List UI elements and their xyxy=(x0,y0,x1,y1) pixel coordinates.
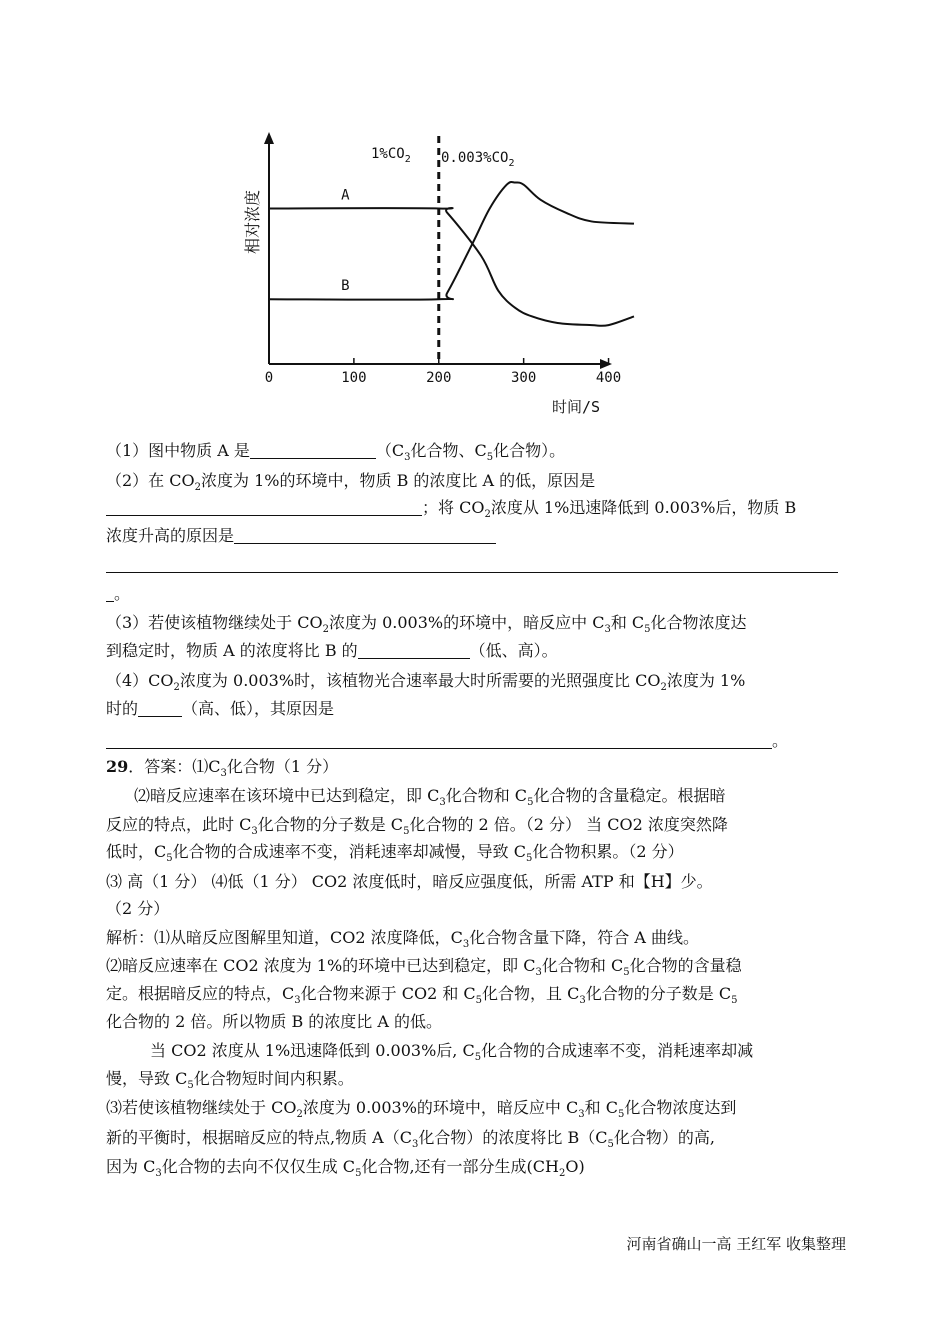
y-axis-label: 相对浓度 xyxy=(243,189,262,255)
exp-sub-12: 5 xyxy=(617,1109,625,1120)
q2-text-b: 浓度为 1%的环境中，物质 B 的浓度比 A 的低，原因是 xyxy=(201,471,596,490)
ans-sub-4: 3 xyxy=(251,826,258,837)
x-tick-label-0: 0 xyxy=(264,370,274,386)
exp-text-y: O) xyxy=(565,1157,585,1176)
q1-text: （1）图中物质 A 是 xyxy=(106,441,250,460)
curve-a xyxy=(269,208,634,326)
q4-answer-blank[interactable] xyxy=(138,700,182,717)
footer-credit: 河南省确山一高 王红军 收集整理 xyxy=(626,1235,846,1253)
ans-text-i: 低时，C xyxy=(106,842,167,861)
answer-line-6 xyxy=(106,898,169,920)
x-axis-arrow xyxy=(600,359,612,369)
q1-text-c: 化合物、C xyxy=(410,441,487,460)
exp-text-l: 化合物的合成速率不变，消耗速率却减 xyxy=(481,1041,754,1060)
ans-text-h: 化合物的 2 倍。（2 分） 当 CO2 浓度突然降 xyxy=(409,815,728,834)
q2-answer-blank-2[interactable] xyxy=(234,527,496,544)
q3-text: （3）若使该植物继续处于 CO xyxy=(106,613,323,632)
exp-text-o: ⑶若使该植物继续处于 CO xyxy=(106,1098,297,1117)
q2-answer-blank-3[interactable] xyxy=(106,585,114,602)
exp-text-x: 化合物,还有一部分生成(CH xyxy=(361,1157,559,1176)
ans-text: ．答案：⑴C xyxy=(128,757,221,776)
ans-text-b: 化合物（1 分） xyxy=(226,757,339,776)
exp-text-b: 化合物含量下降，符合 A 曲线。 xyxy=(469,928,699,947)
exp-text-d: 化合物和 C xyxy=(541,956,624,975)
ans-text-l: ⑶ 高（1 分） ⑷低（1 分） CO2 浓度低时，暗反应强度低，所需 ATP 和【H】少。 xyxy=(106,872,713,891)
q3-text-f: （低、高）。 xyxy=(469,641,558,660)
exp-sub-7: 5 xyxy=(731,995,738,1006)
question-2-line-5 xyxy=(106,583,130,605)
exp-sub-5: 5 xyxy=(475,995,483,1006)
exp-text-j: 化合物的 2 倍。所以物质 B 的浓度比 A 的低。 xyxy=(106,1012,443,1031)
q2-text: （2）在 CO xyxy=(106,471,195,490)
q4-text-f: 。 xyxy=(772,731,789,750)
ans-text-j: 化合物的合成速率不变，消耗速率却减慢，导致 C xyxy=(172,842,526,861)
exp-sub-11: 3 xyxy=(578,1109,585,1120)
explanation-line-1 xyxy=(106,927,699,949)
chart-svg xyxy=(236,128,622,420)
exp-text-n: 化合物短时间内积累。 xyxy=(193,1069,354,1088)
q4-sub-2: 2 xyxy=(660,682,667,693)
q3-text-d: 化合物浓度达 xyxy=(650,613,747,632)
exp-text-e: 化合物的含量稳 xyxy=(629,956,742,975)
explanation-line-3 xyxy=(106,983,737,1005)
exp-sub-4: 3 xyxy=(294,995,301,1006)
q3-sub: 2 xyxy=(322,624,330,635)
q3-text-e: 到稳定时，物质 A 的浓度将比 B 的 xyxy=(106,641,358,660)
ans-sub: 3 xyxy=(220,768,227,779)
q2-text-f: 。 xyxy=(114,584,131,603)
exp-text-w: 化合物的去向不仅仅生成 C xyxy=(161,1157,356,1176)
curve-b xyxy=(269,182,634,300)
exp-sub-14: 5 xyxy=(607,1139,614,1150)
q4-text: （4）CO xyxy=(106,671,174,690)
q3-answer-blank[interactable] xyxy=(358,642,470,659)
exp-sub: 3 xyxy=(462,939,470,950)
exp-text-m: 慢，导致 C xyxy=(106,1069,188,1088)
q4-sub: 2 xyxy=(173,682,180,693)
explanation-line-4 xyxy=(106,1011,442,1033)
exp-text-h: 化合物，且 C xyxy=(482,984,580,1003)
x-tick-label-1: 100 xyxy=(341,370,367,386)
exp-sub-3: 5 xyxy=(623,967,630,978)
ans-sub-5: 5 xyxy=(403,826,410,837)
answer-line-1 xyxy=(106,756,338,778)
q3-sub-2: 3 xyxy=(604,624,611,635)
q2-sub: 2 xyxy=(194,482,202,493)
question-number: 29 xyxy=(106,757,129,776)
curve-label-b: B xyxy=(341,278,350,295)
exp-text-u: 化合物）的高, xyxy=(613,1128,715,1147)
ans-text-f: 反应的特点，此时 C xyxy=(106,815,252,834)
q4-answer-line[interactable] xyxy=(106,732,772,749)
ans-sub-3: 5 xyxy=(527,797,534,808)
q2-answer-line[interactable] xyxy=(106,572,838,573)
q3-text-c: 和 C xyxy=(610,613,645,632)
exp-text-s: 新的平衡时，根据暗反应的特点,物质 A（C xyxy=(106,1128,412,1147)
exp-text-p: 浓度为 0.003%的环境中，暗反应中 C xyxy=(302,1098,579,1117)
curve-label-a: A xyxy=(341,187,350,204)
exp-text-f: 定。根据暗反应的特点，C xyxy=(106,984,295,1003)
ans-text-k: 化合物积累。（2 分） xyxy=(532,842,684,861)
ans-text-g: 化合物的分子数是 C xyxy=(257,815,404,834)
answer-line-4 xyxy=(106,841,684,863)
explanation-line-8 xyxy=(106,1127,715,1149)
x-axis-label: 时间/S xyxy=(551,398,601,416)
explanation-line-7 xyxy=(106,1097,736,1119)
ans-text-e: 化合物的含量稳定。根据暗 xyxy=(533,786,726,805)
exp-sub-15: 3 xyxy=(155,1168,162,1179)
ans-text-c: ⑵暗反应速率在该环境中已达到稳定，即 C xyxy=(134,786,440,805)
ans-text-m: （2 分） xyxy=(106,899,170,918)
answer-line-3 xyxy=(106,814,728,836)
q4-text-d: 时的 xyxy=(106,699,139,718)
q1-text-b: （C xyxy=(375,441,405,460)
answer-line-2 xyxy=(134,785,725,807)
ans-sub-2: 3 xyxy=(439,797,446,808)
y-axis-arrow xyxy=(264,132,274,144)
explanation-line-2 xyxy=(106,955,742,977)
exp-sub-8: 5 xyxy=(474,1052,482,1063)
exp-text-k: 当 CO2 浓度从 1%迅速降低到 0.003%后, C xyxy=(150,1041,475,1060)
q2-sub-2: 2 xyxy=(484,509,491,520)
q4-text-e: （高、低），其原因是 xyxy=(182,699,335,718)
question-3-line-1 xyxy=(106,612,747,634)
answer-line-5 xyxy=(106,871,713,893)
exp-text-q: 和 C xyxy=(584,1098,618,1117)
q1-sub-2: 5 xyxy=(486,452,494,463)
exp-sub-6: 3 xyxy=(579,995,586,1006)
question-3-line-2 xyxy=(106,640,558,662)
exp-sub-10: 2 xyxy=(296,1109,303,1120)
ans-sub-6: 5 xyxy=(166,853,173,864)
exp-text-r: 化合物浓度达到 xyxy=(624,1098,737,1117)
q3-sub-3: 5 xyxy=(644,624,651,635)
q1-sub: 3 xyxy=(404,452,411,463)
q1-answer-blank[interactable] xyxy=(250,442,376,459)
explanation-line-6 xyxy=(106,1068,354,1090)
q3-text-b: 浓度为 0.003%的环境中，暗反应中 C xyxy=(329,613,605,632)
exp-sub-13: 3 xyxy=(411,1139,419,1150)
question-1 xyxy=(106,440,565,462)
x-tick-label-2: 200 xyxy=(426,370,452,386)
annotation-1pct-co2: $1\%CO_2$ xyxy=(371,146,411,165)
exp-sub-16: 5 xyxy=(355,1168,362,1179)
exp-sub-17: 2 xyxy=(558,1168,566,1179)
question-4-line-1 xyxy=(106,670,745,692)
q2-text-d: 浓度从 1%迅速降低到 0.003%后，物质 B xyxy=(490,498,797,517)
x-tick-label-4: 400 xyxy=(595,370,622,386)
question-2-line-3 xyxy=(106,525,496,547)
ans-text-d: 化合物和 C xyxy=(445,786,528,805)
exp-text: 解析：⑴从暗反应图解里知道，CO2 浓度降低，C xyxy=(106,928,463,947)
exp-sub-9: 5 xyxy=(187,1080,194,1091)
q1-text-d: 化合物）。 xyxy=(493,441,566,460)
ans-sub-7: 5 xyxy=(525,853,533,864)
q4-text-c: 浓度为 1% xyxy=(666,671,746,690)
exp-text-c: ⑵暗反应速率在 CO2 浓度为 1%的环境中已达到稳定，即 C xyxy=(106,956,536,975)
question-2-line-1 xyxy=(106,470,595,492)
exp-text-t: 化合物）的浓度将比 B（C xyxy=(418,1128,608,1147)
explanation-line-5 xyxy=(150,1040,753,1062)
exp-text-g: 化合物来源于 CO2 和 C xyxy=(300,984,476,1003)
x-tick-label-3: 300 xyxy=(511,370,537,386)
q2-text-e: 浓度升高的原因是 xyxy=(106,526,235,545)
question-4-line-3 xyxy=(106,730,788,752)
question-4-line-2 xyxy=(106,698,334,720)
q4-text-b: 浓度为 0.003%时，该植物光合速率最大时所需要的光照强度比 CO xyxy=(179,671,661,690)
annotation-0003pct-co2: $0.003\%CO_2$ xyxy=(441,150,515,169)
concentration-chart xyxy=(236,128,622,420)
question-2-line-2 xyxy=(106,497,796,519)
exp-text-i: 化合物的分子数是 C xyxy=(585,984,732,1003)
explanation-line-9 xyxy=(106,1156,585,1178)
q2-answer-blank-1[interactable] xyxy=(106,499,422,516)
q2-text-c: ；将 CO xyxy=(422,498,485,517)
exp-sub-2: 3 xyxy=(535,967,542,978)
exp-text-v: 因为 C xyxy=(106,1157,156,1176)
